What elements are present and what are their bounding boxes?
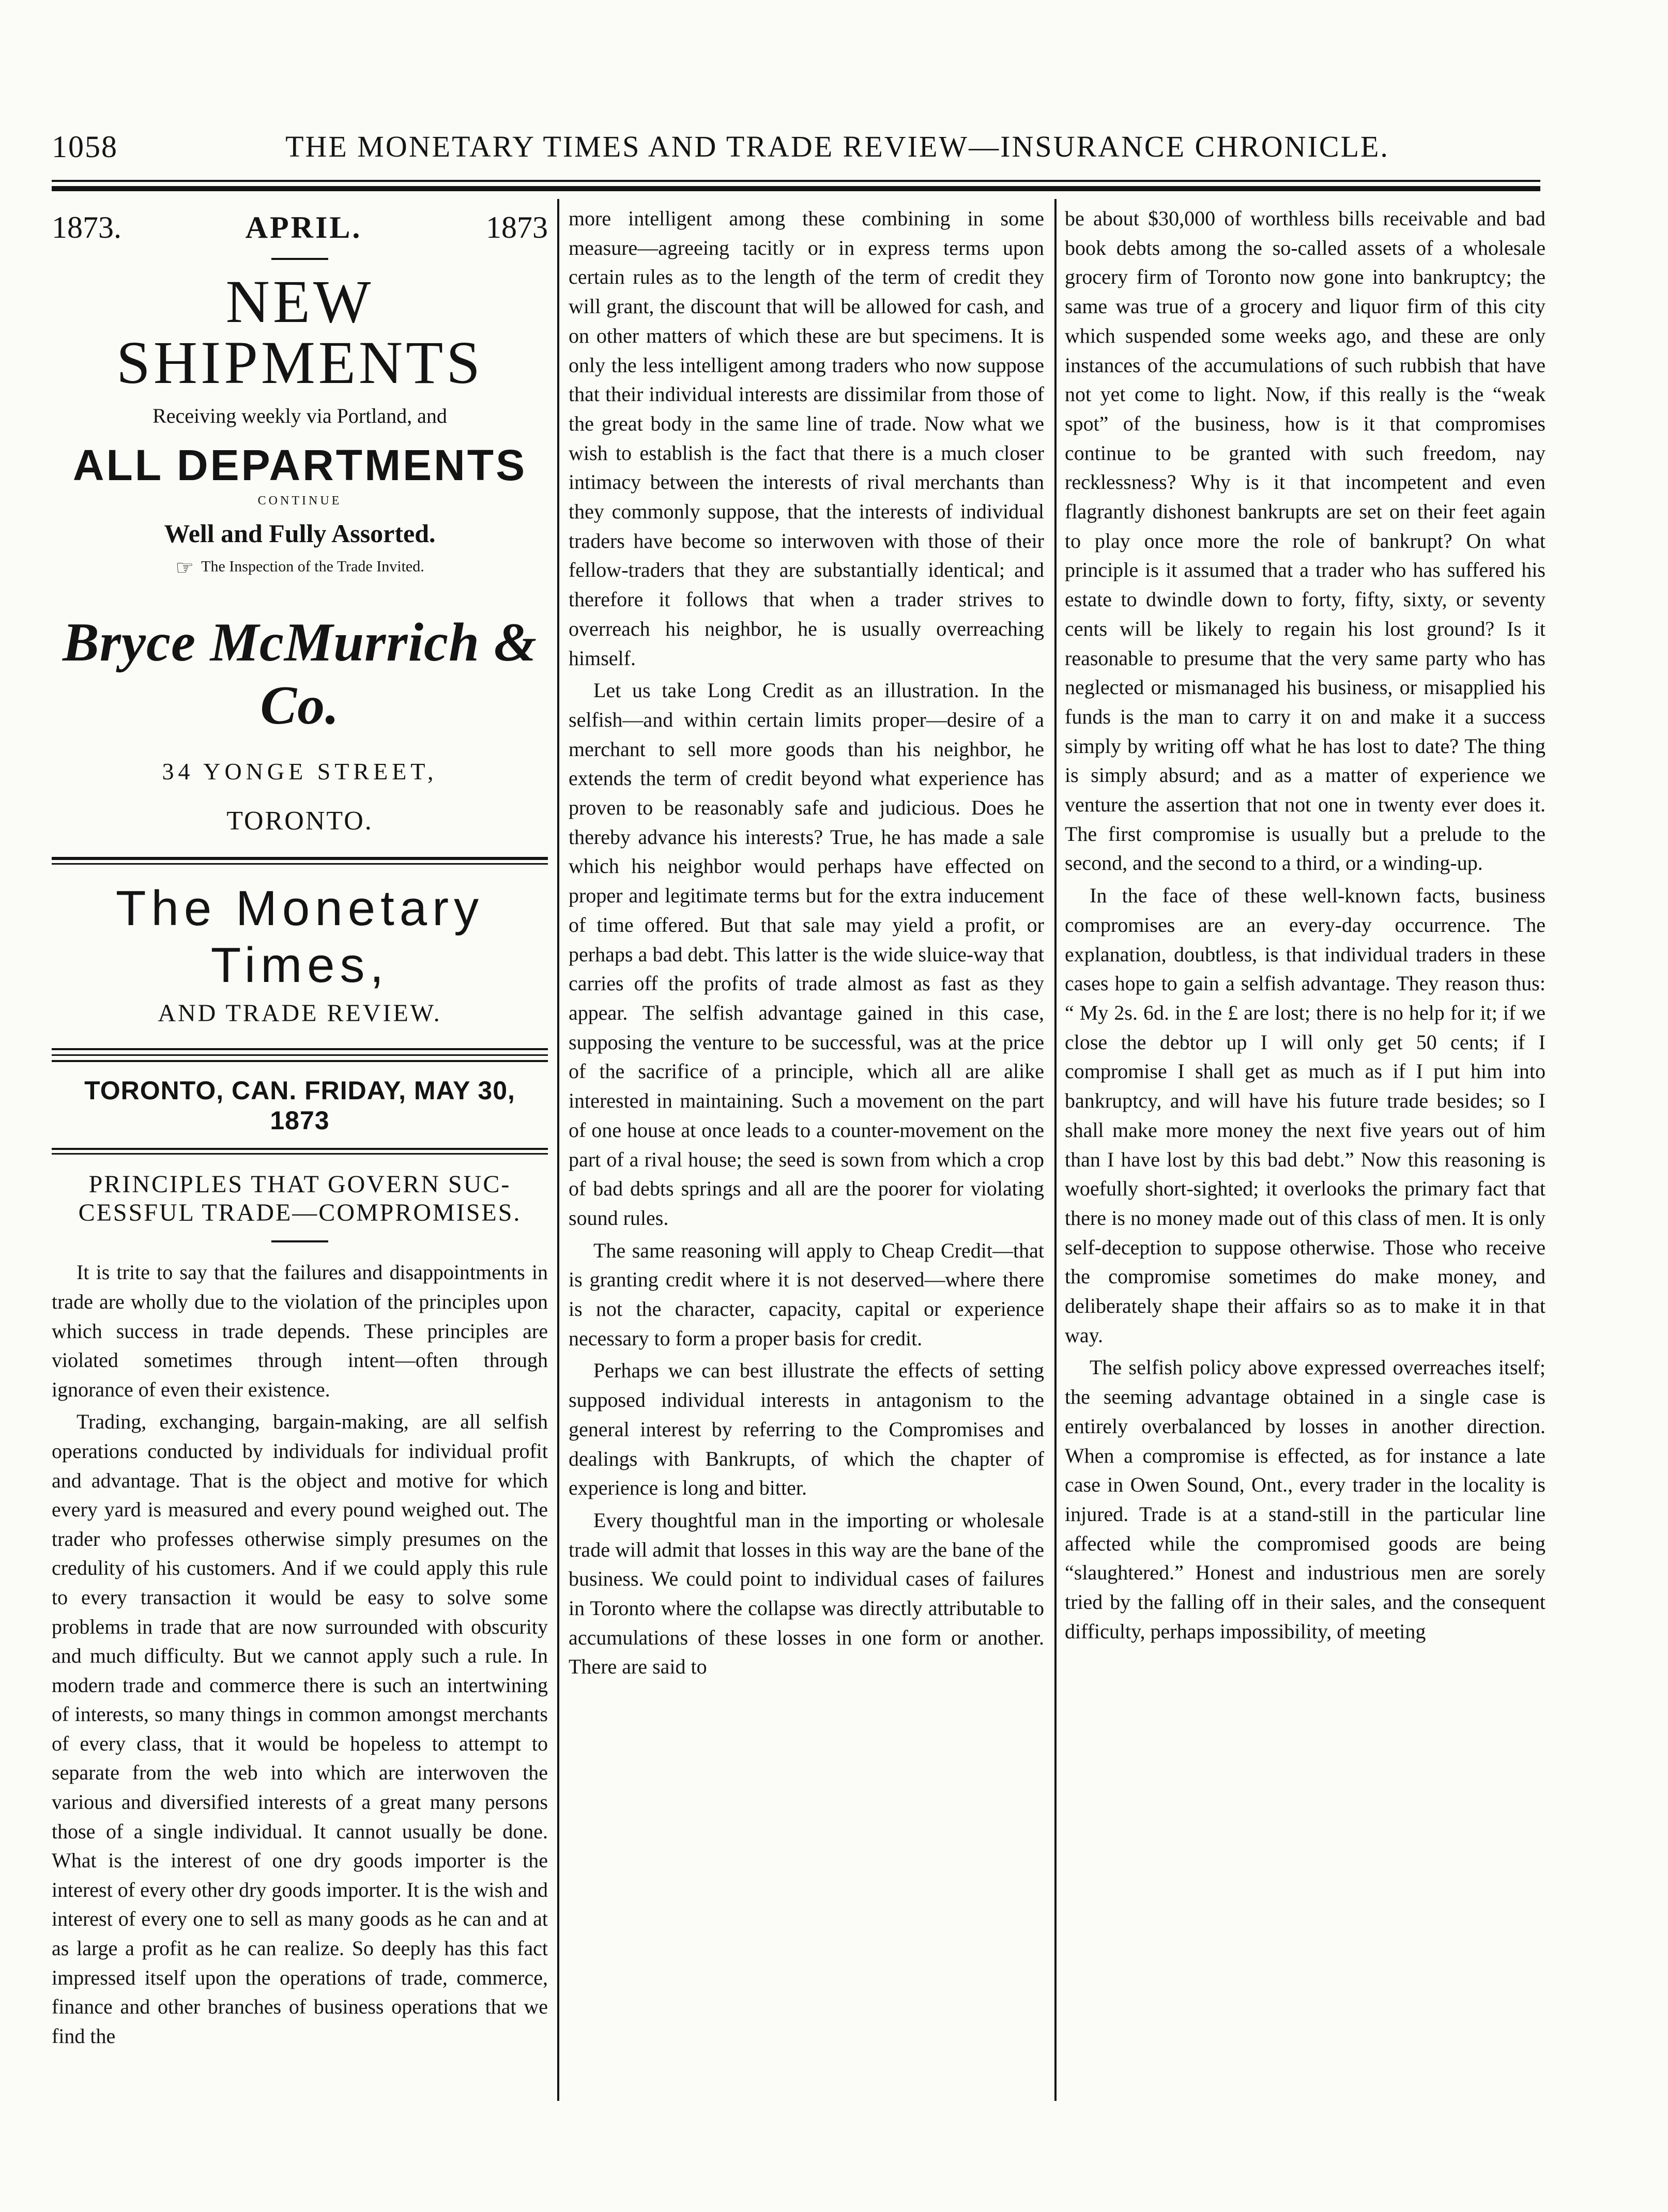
ad-divider: [271, 258, 328, 260]
dateline-rule: [52, 1148, 548, 1150]
pointing-hand-icon: ☞: [175, 556, 194, 579]
article-paragraph: Trading, exchanging, bargain-making, are all selfish operations conducted by individuals for individual profit and advantage. That is the object and motive for which every yard is measured and every pound weighed out. The trader who professes otherwise simply presumes on the credulity of his customers. And if we could apply this rule to every transaction it would be easy to solve some problems in trade that are now surrounded with obscurity and much difficulty. But we cannot apply such a rule. In modern trade and commerce there is such an intertwining of interests, so many things in common amongst merchants of every class, that it would be hopeless to attempt to separate from the web into which are interwoven the various and diversified interests of a great many persons those of a single individual. It cannot usually be done. What is the interest of one dry goods importer is the interest of every other dry goods importer. It is the wish and interest of every one to sell as many goods as he can and at as large a profit as he can realize. So deeply has this fact impressed itself upon the operations of trade, commerce, finance and other branches of business operations that we find the: [52, 1410, 548, 2048]
dateline-rule-thin: [52, 1153, 548, 1155]
ad-bottom-rule: [52, 857, 548, 860]
ad-year-right: 1873: [486, 210, 548, 244]
column-divider: [557, 199, 559, 2101]
masthead-rule: [52, 1054, 548, 1056]
ad-continue: CONTINUE: [257, 494, 342, 508]
column-1: [52, 204, 548, 2051]
header-rule-thick: [52, 186, 1540, 191]
article-paragraph: more intelligent among these combining in some measure—agreeing tacitly or in express terms upon certain rules as to the length of the term of credit they will grant, the discount that will be allowed for cash, and on other matters of which these are but specimens. It is only the less intelligent among traders who now suppose that their individual interests are dissimilar from those of the great body in the same line of trade. Now what we wish to establish is the fact that there is a much closer intimacy between the interests of rival merchants than they commonly suppose, that the interests of individual traders have become so interwoven with those of their fellow-traders that they are substantially identical; and therefore it follows that when a trader strives to overreach his neighbor, he is usually overreaching himself.: [569, 207, 1044, 670]
ad-bottom-rule-thin: [52, 863, 548, 865]
ad-year-left: 1873.: [52, 210, 121, 244]
page-header: [52, 129, 1545, 171]
ad-dateline: [52, 204, 548, 251]
article-title: [52, 1170, 548, 1227]
ad-firm-name: Bryce McMurrich & Co.: [63, 612, 537, 735]
article-paragraph: The same reasoning will apply to Cheap Credit—that is granting credit where it is not deserved—where there is not the character, capacity, capital or experience necessary to form a proper basis for credit.: [569, 1238, 1044, 1350]
article-title-line-2: CESSFUL TRADE—COMPROMISES.: [78, 1199, 522, 1227]
article-paragraph: be about $30,000 of worthless bills receivable and bad book debts among the so-called assets of a wholesale grocery firm of Toronto now gone into bankruptcy; the same was true of a grocery and liquor firm of this city which suspended some weeks ago, and these are only instances of the accumulations of such rubbish that have not yet come to light. Now, if this really is the “weak spot” of the business, how is it that compromises continue to be granted with such freedom, nay recklessness? Why is it that incompetent and even flagrantly dishonest bankrupts are set on their feet again to play once more the role of bankrupt? On what principle is it assumed that a trader who has suffered his estate to dwindle down to forty, fifty, sixty, or seventy cents will be likely to regain his lost ground? Is it reasonable to presume that the very same party who has neglected or mismanaged his business, or misapplied his funds is the man to carry it on and make it a success simply by writing off what he has lost to date? The thing is simply absurd; and as a matter of experience we venture the assertion that not one in twenty ever does it. The first compromise is usually but a prelude to the second, and the second to a third, or a winding-up.: [1065, 207, 1545, 875]
issue-dateline: TORONTO, CAN. FRIDAY, MAY 30, 1873: [84, 1076, 515, 1135]
column-3: [1065, 204, 1545, 1646]
column-divider: [1054, 199, 1057, 2101]
article-title-rule: [271, 1240, 328, 1242]
ad-subline: Receiving weekly via Portland, and: [152, 404, 447, 427]
running-head: THE MONETARY TIMES AND TRADE REVIEW—INSURANCE CHRONICLE.: [285, 130, 1389, 163]
ad-departments: ALL DEPARTMENTS: [72, 441, 527, 489]
page-number: 1058: [52, 130, 118, 164]
article-paragraph: Let us take Long Credit as an illustration. In the selfish—and within certain limits proper—desire of a merchant to sell more goods than his neighbor, he extends the term of credit beyond what experience has proven to be reasonably safe and judicious. Does he thereby advance his interests? True, he has made a sale which his neighbor would perhaps have effected on proper and legitimate terms but for the extra inducement of time offered. But that sale may yield a profit, or perhaps a bad debt. This latter is the wide sluice-way that carries off the profits of trade almost as fast as they appear. The selfish advantage gained in this case, supposing the venture to be successful, was at the price of the sacrifice of a principle, which all are alike interested in maintaining. Such a movement on the part of one house at once leads to a counter-movement on the part of a rival house; the seed is sown from which a crop of bad debts springs and all are the poorer for violating sound rules.: [569, 679, 1044, 1230]
ad-city: TORONTO.: [226, 806, 373, 836]
article-paragraph: It is trite to say that the failures and disappointments in trade are wholly due to the violation of the principles upon which success in trade depends. These principles are violated sometimes through intent—often through ignorance of even their existence.: [52, 1261, 548, 1401]
article-paragraph: The selfish policy above expressed overreaches itself; the seeming advantage obtained in a single case is entirely overbalanced by losses in another direction. When a compromise is effected, as for instance a late case in Owen Sound, Ont., every trader in the locality is injured. Trade is at a stand-still in the particular line affected while the compromised goods are being “slaughtered.” Honest and industrious men are sorely tried by the falling off in their sales, and the consequent difficulty, perhaps impossibility, of meeting: [1065, 1356, 1545, 1643]
article-paragraph: Every thoughtful man in the importing or wholesale trade will admit that losses in this way are the bane of the business. We could point to individual cases of failures in Toronto where the collapse was directly attributable to accumulations of these losses in one form or another. There are said to: [569, 1508, 1044, 1679]
column-2: [569, 204, 1044, 1682]
ad-assorted: Well and Fully Assorted.: [164, 519, 436, 548]
ad-invite-text: The Inspection of the Trade Invited.: [201, 558, 424, 575]
article-paragraph: Perhaps we can best illustrate the effects of setting supposed individual interests in antagonism to the general interest by referring to the Compromises and dealings with Bankrupts, of which the chapter of experience is long and bitter.: [569, 1359, 1044, 1500]
ad-street: 34 YONGE STREET,: [162, 758, 438, 785]
article-paragraph: In the face of these well-known facts, business compromises are an every-day occurrence. The explanation, doubtless, is that individual traders in these cases hope to gain a selfish advantage. They reason thus: “ My 2s. 6d. in the £ are lost; there is no help for it; if we close the debtor up I will only get 50 cents; if I compromise I shall get as much as if I put him into bankruptcy, and will have his future trade besides; so I shall make more money the next five years out of him than I have lost by this bad debt.” Now this reasoning is woefully short-sighted; it overlooks the primary fact that there is no money made out of this class of men. It is only self-deception to suppose otherwise. Those who receive the compromise sometimes do make money, and deliberately shape their affairs so as to make it in that way.: [1065, 884, 1545, 1347]
masthead-title: The Monetary Times,: [115, 881, 484, 993]
article-title-line-1: PRINCIPLES THAT GOVERN SUC-: [88, 1171, 511, 1198]
masthead-subtitle: AND TRADE REVIEW.: [158, 1000, 442, 1027]
ad-invite: [52, 556, 548, 580]
header-rule-thin: [52, 180, 1540, 182]
masthead-rule: [52, 1060, 548, 1062]
ad-month: APRIL.: [245, 210, 362, 244]
ad-headline: NEW SHIPMENTS: [116, 268, 483, 396]
masthead-rule: [52, 1048, 548, 1050]
advertisement: [52, 204, 548, 865]
